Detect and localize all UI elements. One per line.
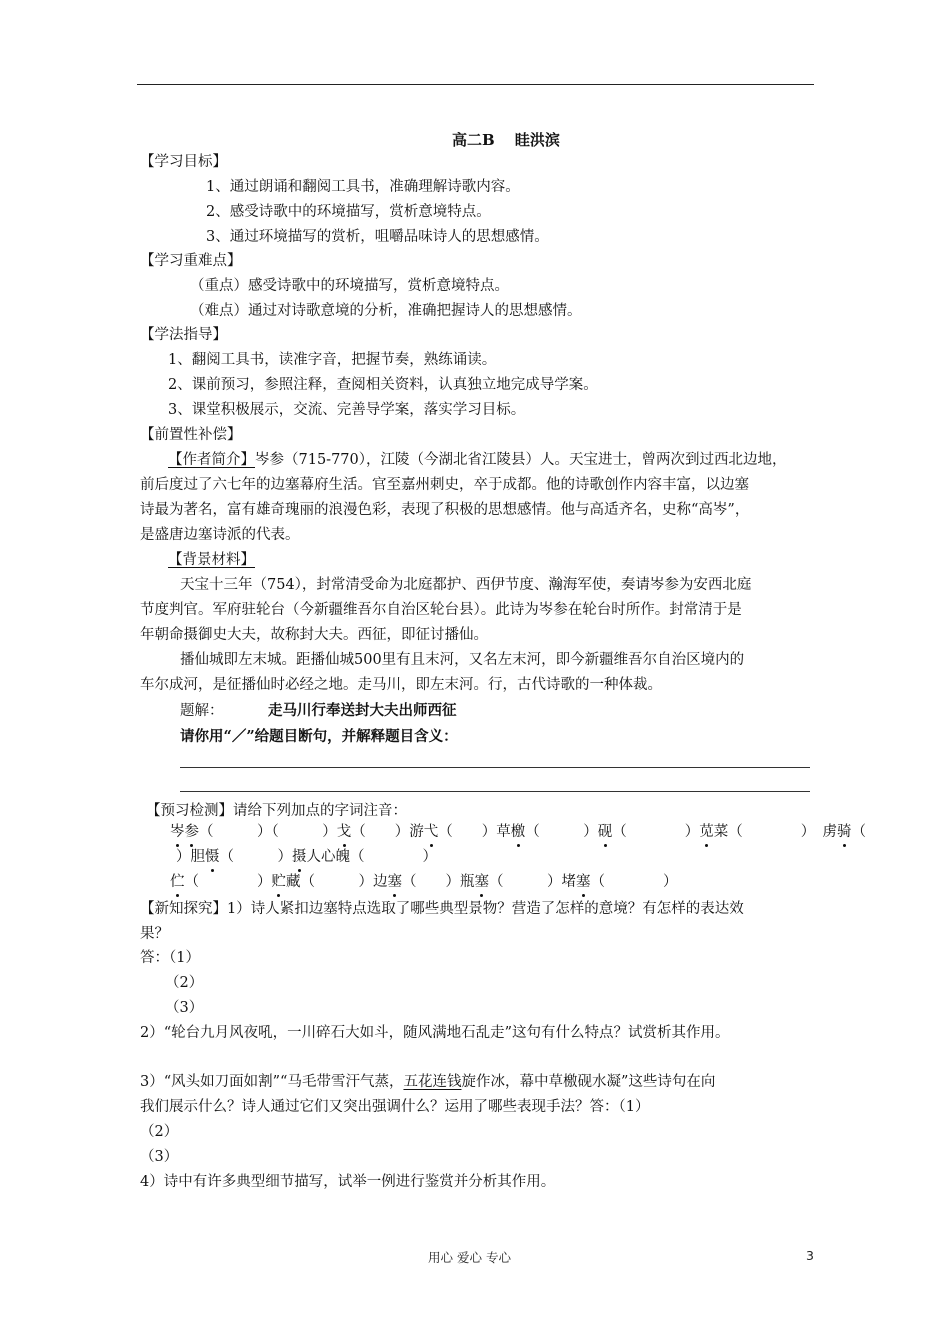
page-title: 高二B 眭洪滨 (452, 131, 560, 149)
method-item: 3、课堂积极展示，交流、完善导学案，落实学习目标。 (168, 402, 526, 418)
author-intro-label: 【作者简介】 (168, 452, 255, 468)
answer-label: （3） (165, 1000, 204, 1016)
explore-q3-line: 我们展示什么？诗人通过它们又突出强调什么？运用了哪些表现手法？答：（1） (140, 1099, 650, 1115)
key-point-item: （重点）感受诗歌中的环境描写，赏析意境特点。 (190, 278, 509, 294)
section-heading-prereq: 【前置性补偿】 (140, 427, 242, 443)
background-label: 【背景材料】 (168, 552, 255, 568)
explore-q1-line: 果？ (140, 926, 169, 942)
background-line: 节度判官。军府驻轮台（今新疆维吾尔自治区轮台县）。此诗为岑参在轮台时所作。封常清于是 (140, 602, 742, 618)
explore-q1-line: 【新知探究】1）诗人紧扣边塞特点选取了哪些典型景物？营造了怎样的意境？有怎样的表达效 (140, 901, 744, 917)
goal-item: 3、通过环境描写的赏析，咀嚼品味诗人的思想感情。 (206, 229, 549, 245)
goal-item: 1、通过朗诵和翻阅工具书，准确理解诗歌内容。 (206, 179, 520, 195)
answer-label: （2） (140, 1124, 179, 1140)
author-intro-line: 前后度过了六七年的边塞幕府生活。官至嘉州刺史，卒于成都。他的诗歌创作内容丰富，以边塞 (140, 477, 749, 493)
title-explanation-label: 题解： (180, 703, 224, 719)
header-rule (137, 84, 814, 85)
poem-title: 走马川行奉送封大夫出师西征 (268, 702, 457, 719)
preview-prompt: 请给下列加点的字词注音： (233, 803, 407, 819)
answer-blank-line[interactable] (180, 767, 810, 768)
author-intro-line: 诗最为著名，富有雄奇瑰丽的浪漫色彩，表现了积极的思想感情。他与高适齐名，史称“高岑”， (140, 502, 750, 518)
answer-blank-line[interactable] (180, 791, 810, 792)
section-heading-method: 【学法指导】 (140, 327, 227, 343)
section-heading-key-points: 【学习重难点】 (140, 253, 242, 269)
goal-item: 2、感受诗歌中的环境描写，赏析意境特点。 (206, 204, 491, 220)
explore-q4: 4）诗中有许多典型细节描写，试举一例进行鉴赏并分析其作用。 (140, 1174, 556, 1190)
preview-heading-line (146, 801, 407, 821)
background-line: 天宝十三年（754），封常清受命为北庭都护、西伊节度、瀚海军使，奏请岑参为安西北庭 (180, 577, 752, 593)
background-line: 车尔成河，是征播仙时必经之地。走马川，即左末河。行，古代诗歌的一种体裁。 (140, 677, 662, 693)
method-item: 1、翻阅工具书，读准字音，把握节奏，熟练诵读。 (168, 352, 497, 368)
footer-motto: 用心 爱心 专心 (428, 1250, 511, 1265)
preview-row-1: 岑参（ ）（ ）戈（ ）游弋（ ）草檄（ ）砚（ ）苋菜（ ） 虏骑（ (170, 824, 866, 840)
background-line: 年朝命摄御史大夫，故称封大夫。西征，即征讨播仙。 (140, 627, 488, 643)
page-number: 3 (806, 1248, 814, 1263)
section-heading-explore: 【新知探究】 (140, 901, 227, 917)
section-heading-goals: 【学习目标】 (140, 154, 227, 170)
author-intro-line: 【作者简介】岑参（715-770），江陵（今湖北省江陵县）人。天宝进士，曾两次到过西北边地， (168, 452, 787, 468)
answer-label: 答：（1） (140, 950, 200, 966)
explore-q2: 2）“轮台九月风夜吼，一川碎石大如斗，随风满地石乱走”这句有什么特点？试赏析其作用。 (140, 1025, 730, 1041)
explore-q3-line: 3）“风头如刀面如割”“马毛带雪汗气蒸，五花连钱旋作冰，幕中草檄砚水凝”这些诗句在向 (140, 1074, 716, 1090)
background-line: 播仙城即左末城。距播仙城500里有且末河，又名左末河，即今新疆维吾尔自治区境内的 (180, 652, 745, 668)
key-point-item: （难点）通过对诗歌意境的分析，准确把握诗人的思想感情。 (190, 303, 582, 319)
answer-label: （2） (165, 975, 204, 991)
method-item: 2、课前预习，参照注释，查阅相关资料，认真独立地完成导学案。 (168, 377, 598, 393)
title-instruction: 请你用“／”给题目断句，并解释题目含义： (180, 728, 458, 745)
answer-label: （3） (140, 1149, 179, 1165)
preview-row-2: ）胆慑（ ）摄人心魄（ ） (176, 849, 437, 865)
section-heading-preview: 【预习检测】 (146, 803, 233, 819)
author-intro-line: 是盛唐边塞诗派的代表。 (140, 527, 300, 543)
preview-row-3: 伫（ ）贮藏（ ）边塞（ ）瓶塞（ ）堵塞（ ） (170, 874, 678, 890)
